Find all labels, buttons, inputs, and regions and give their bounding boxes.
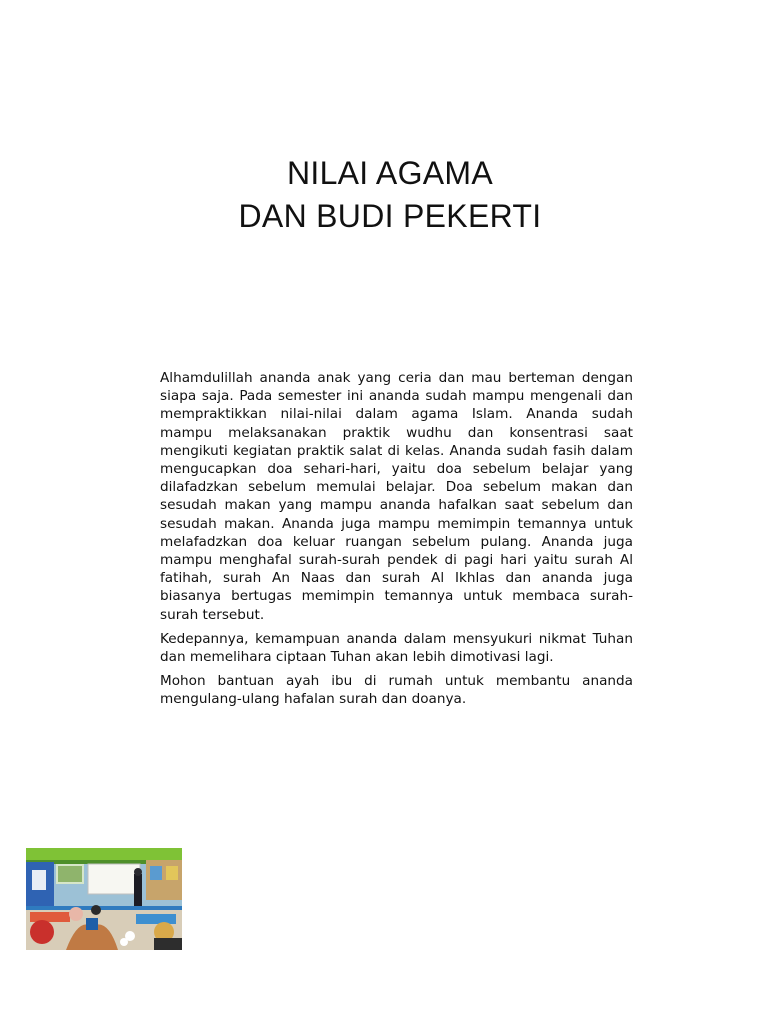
page-title [0,152,768,238]
classroom-photo [26,848,182,950]
title-line-2: DAN BUDI PEKERTI [238,198,542,234]
paragraph-religious-values: Alhamdulillah ananda anak yang ceria dan mau berteman dengan siapa saja. Pada semester ini ananda sudah mampu mengenali dan mempraktikkan nilai-nilai dalam agama Islam. Ananda sudah mampu melaksanakan praktik wudhu dan konsentrasi saat mengikuti kegiatan praktik salat di kelas. Ananda sudah fasih dalam mengucapkan doa sehari-hari, yaitu doa sebelum belajar yang dilafadzkan sebelum memulai belajar. Doa sebelum makan dan sesudah makan yang mampu ananda hafalkan saat sebelum dan sesudah makan. Ananda juga mampu memimpin temannya untuk melafadzkan doa keluar ruangan sebelum pulang. Ananda juga mampu menghafal surah-surah pendek di pagi hari yaitu surah Al fatihah, surah An Naas dan surah Al Ikhlas dan ananda juga biasanya bertugas memimpin temannya untuk membaca surah-surah tersebut. [160,370,633,623]
paragraph-parent-request: Mohon bantuan ayah ibu di rumah untuk membantu ananda mengulang-ulang hafalan surah dan doanya. [160,673,633,708]
paragraph-next-steps: Kedepannya, kemampuan ananda dalam mensyukuri nikmat Tuhan dan memelihara ciptaan Tuhan akan lebih dimotivasi lagi. [160,630,633,666]
title-line-1: NILAI AGAMA [286,155,494,191]
report-body [160,369,633,715]
